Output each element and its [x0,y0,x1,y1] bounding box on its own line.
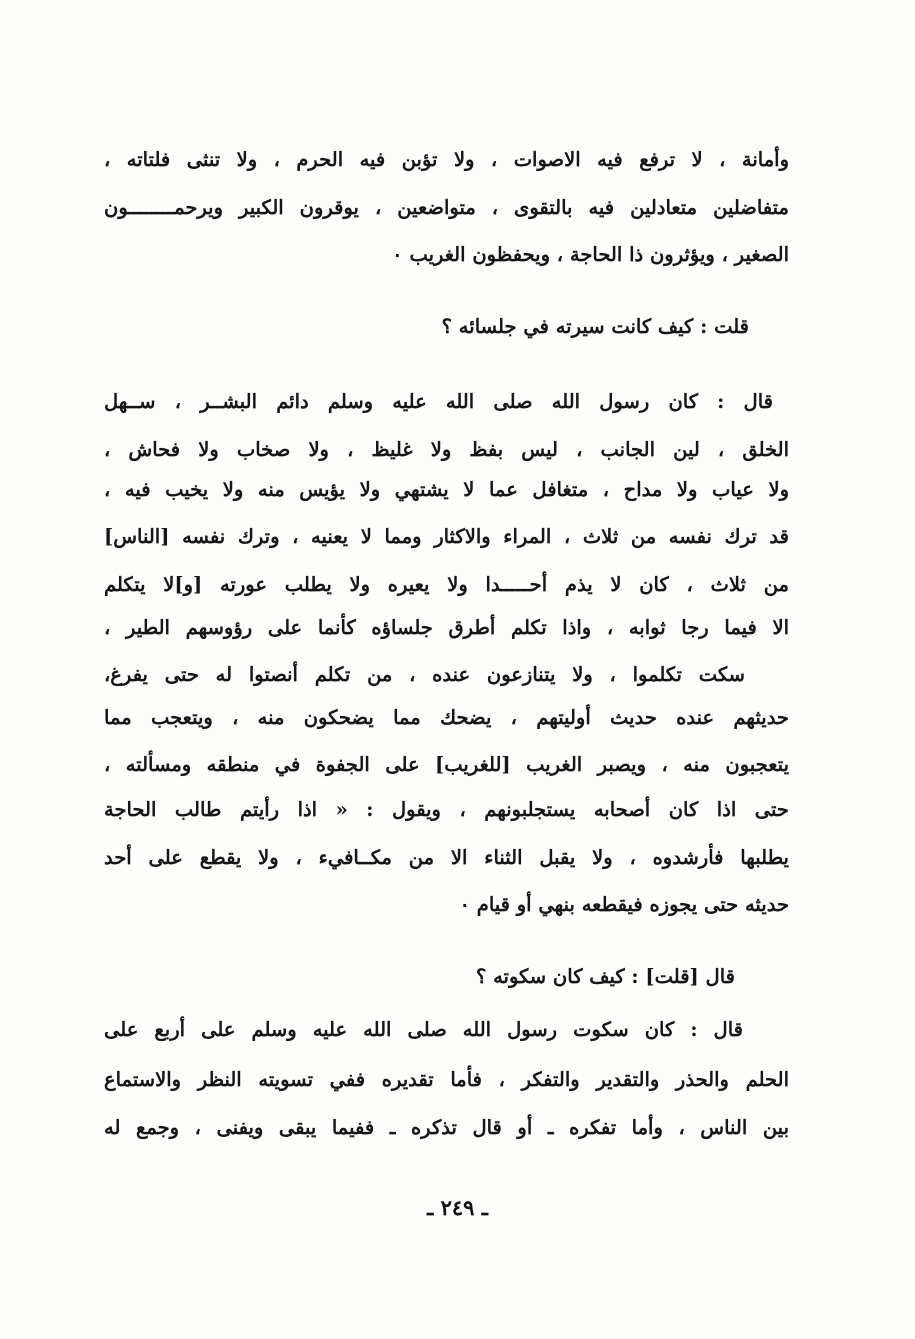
text-line-3: الصغير ، ويؤثرون ذا الحاجة ، ويحفظون الغريب ٠ [392,243,789,266]
question-heading-1: قلت : كيف كانت سيرته في جلسائه ؟ [441,315,749,338]
text-line-15: يطلبها فأرشدوه ، ولا يقبل الثناء الا من مكــافيء ، ولا يقطع على أحد [104,846,789,869]
text-line-13: يتعجبون منه ، ويصبر الغريب [للغريب] على الجفوة في منطقه ومسألته ، [104,753,789,776]
text-line-10: الا فيما رجا ثوابه ، واذا تكلم أطرق جلساؤه كأنما على رؤوسهم الطير ، [104,616,789,639]
question-heading-2: قال [قلت] : كيف كان سكوته ؟ [475,965,735,988]
text-line-8: قد ترك نفسه من ثلاث ، المراء والاكثار ومما لا يعنيه ، وترك نفسه [الناس] [104,525,789,548]
text-line-14: حتى اذا كان أصحابه يستجلبونهم ، ويقول : « اذا رأيتم طالب الحاجة [104,798,789,821]
text-line-1: وأمانة ، لا ترفع فيه الاصوات ، ولا تؤبن فيه الحرم ، ولا تنثى فلتاته ، [104,148,789,171]
text-line-6: الخلق ، لين الجانب ، ليس بفظ ولا غليظ ، ولا صخاب ولا فحاش ، [104,438,789,461]
text-line-2: متفاضلين متعادلين فيه بالتقوى ، متواضعين ، يوقرون الكبير ويرحمــــــــون [104,196,789,219]
page-number: ـ ٢٤٩ ـ [427,1195,488,1220]
text-line-19: الحلم والحذر والتقدير والتفكر ، فأما تقديره ففي تسويته النظر والاستماع [104,1068,789,1091]
text-line-5: قال : كان رسول الله صلى الله عليه وسلم دائم البشــر ، ســهل [104,390,773,413]
text-line-18: قال : كان سكوت رسول الله صلى الله عليه وسلم على أربع على [104,1018,743,1041]
text-line-12: حديثهم عنده حديث أوليتهم ، يضحك مما يضحكون منه ، ويتعجب مما [104,706,789,729]
text-line-20: بين الناس ، وأما تفكره ـ أو قال تذكره ـ ففيما يبقى ويفنى ، وجمع له [104,1116,789,1139]
text-line-7: ولا عياب ولا مداح ، متغافل عما لا يشتهي ولا يؤيس منه ولا يخيب فيه ، [104,478,789,501]
text-line-11: سكت تكلموا ، ولا يتنازعون عنده ، من تكلم أنصتوا له حتى يفرغ، [104,663,745,686]
text-line-9: من ثلاث ، كان لا يذم أحـــــدا ولا يعيره ولا يطلب عورته [و]لا يتكلم [104,573,789,596]
text-line-16: حديثه حتى يجوزه فيقطعه بنهي أو قيام ٠ [459,893,789,916]
